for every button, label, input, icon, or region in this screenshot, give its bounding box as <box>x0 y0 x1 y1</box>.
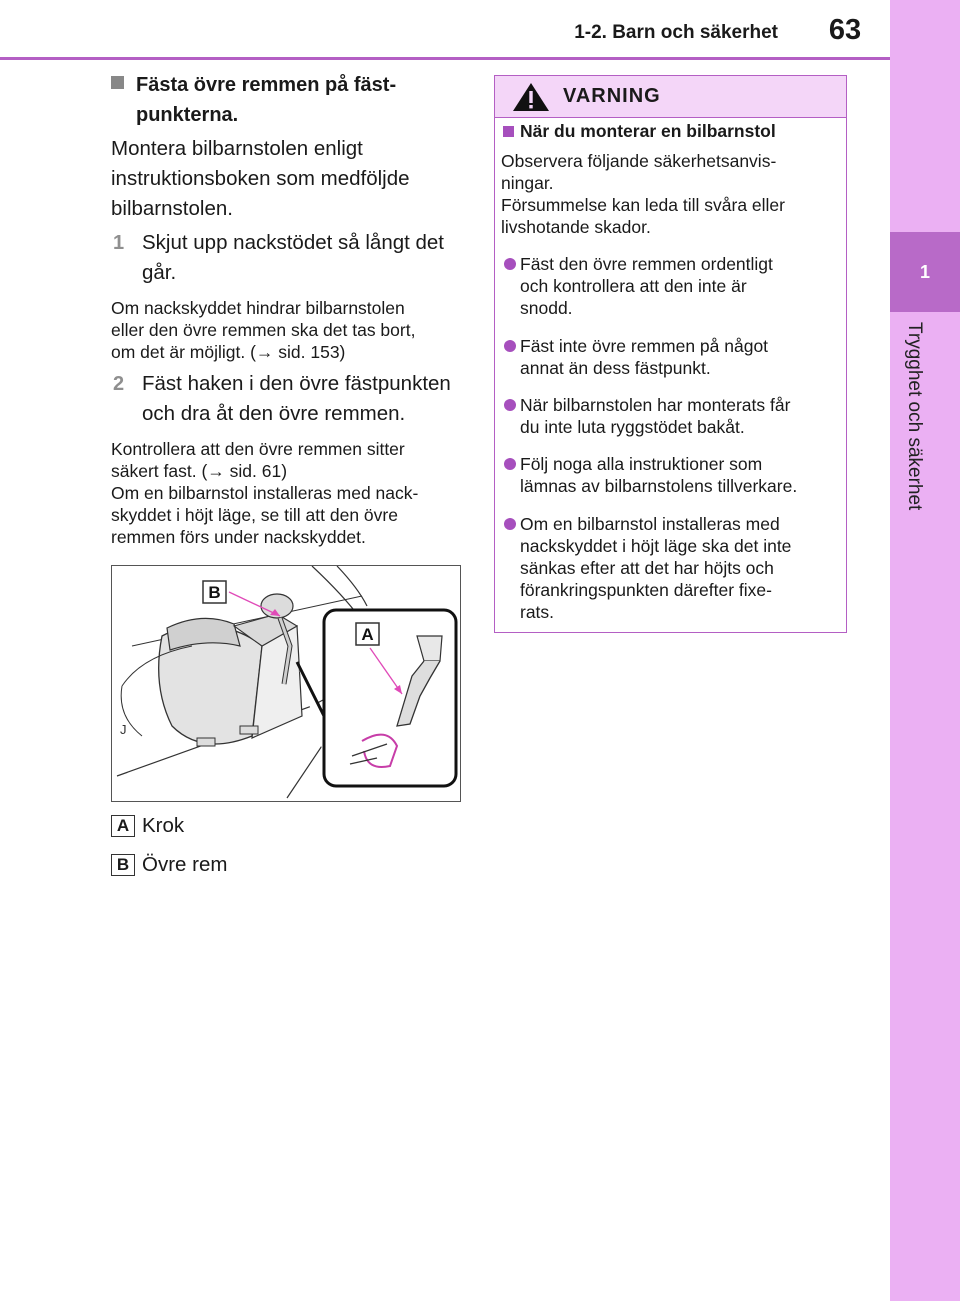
item-line: förankringspunkten därefter fixe- <box>520 580 772 600</box>
item-line: Fäst inte övre remmen på något <box>520 336 769 356</box>
item-line: När bilbarnstolen har monterats får <box>520 395 791 415</box>
item-line: lämnas av bilbarnstolens tillverkare. <box>520 476 798 496</box>
note-line: Kontrollera att den övre remmen sitter <box>111 439 405 459</box>
section-title: 1-2. Barn och säkerhet <box>574 22 778 43</box>
legend-label-ovre-rem: Övre rem <box>142 853 228 876</box>
chapter-tab[interactable] <box>890 232 960 312</box>
subheading: Fästa övre remmen på fäst-punkterna. <box>136 74 397 126</box>
warning-item <box>520 513 838 623</box>
note-line: Om nackskyddet hindrar bilbarnstolen <box>111 298 405 318</box>
intro-paragraph: Montera bilbarnstolen enligt instruktionsboken som medföljde bilbarnstolen. <box>111 137 410 220</box>
warning-subheading: När du monterar en bilbarnstol <box>520 121 776 141</box>
item-line: rats. <box>520 602 555 622</box>
note-line: eller den övre remmen ska det tas bort, <box>111 320 416 340</box>
warning-triangle-icon <box>512 82 550 112</box>
item-line: Fäst den övre remmen ordentligt <box>520 254 773 274</box>
legend-key-label: B <box>116 855 130 874</box>
warning-item <box>520 335 838 379</box>
warning-item <box>520 394 838 438</box>
item-line: du inte luta ryggstödet bakåt. <box>520 417 745 437</box>
intro-line: Försummelse kan leda till svåra eller <box>501 195 785 215</box>
step-text: Skjut upp nackstödet så långt det går. <box>142 231 445 284</box>
bullet-dot-icon <box>504 458 516 470</box>
item-line: Följ noga alla instruktioner som <box>520 454 763 474</box>
warning-title: VARNING <box>563 85 661 107</box>
bullet-dot-icon <box>504 518 516 530</box>
warning-box <box>494 75 847 633</box>
chapter-side-strip <box>890 0 960 1301</box>
bullet-dot-icon <box>504 258 516 270</box>
figure-side-mark: J <box>120 722 127 737</box>
warning-item <box>520 453 838 497</box>
item-line: och kontrollera att den inte är <box>520 276 747 296</box>
warning-item <box>520 253 838 319</box>
child-seat-illustration <box>111 565 461 802</box>
note-line: remmen förs under nackskyddet. <box>111 527 366 547</box>
child-seat-drawing <box>112 566 460 801</box>
step-number: 2 <box>113 373 125 395</box>
callout-a-label: A <box>361 625 374 644</box>
legend-key-b <box>111 854 135 876</box>
note-line: skyddet i höjt läge, se till att den övre <box>111 505 398 525</box>
square-bullet-icon <box>503 126 514 137</box>
intro-line: Observera följande säkerhetsanvis- <box>501 151 777 171</box>
item-line: sänkas efter att det har höjts och <box>520 558 774 578</box>
intro-line: livshotande skador. <box>501 217 651 237</box>
warning-intro <box>501 150 839 238</box>
chapter-label: Trygghet och säkerhet <box>904 322 925 511</box>
item-line: snodd. <box>520 298 573 318</box>
header-rule <box>0 57 890 60</box>
square-bullet-icon <box>111 76 124 89</box>
step-text: Fäst haken i den övre fästpunkten och dra åt den övre remmen. <box>142 372 451 425</box>
warning-header <box>495 76 846 118</box>
intro-line: ningar. <box>501 173 554 193</box>
step-number: 1 <box>113 232 125 254</box>
legend-key-label: A <box>116 816 130 835</box>
item-line: annat än dess fästpunkt. <box>520 358 711 378</box>
item-line: nackskyddet i höjt läge ska det inte <box>520 536 792 556</box>
chapter-number: 1 <box>919 261 930 282</box>
legend-key-a <box>111 815 135 837</box>
bullet-dot-icon <box>504 399 516 411</box>
note-line: säkert fast. (→ sid. 61) <box>111 461 288 481</box>
bullet-dot-icon <box>504 340 516 352</box>
note-line: om det är möjligt. (→ sid. 153) <box>111 342 346 362</box>
legend-label-krok: Krok <box>142 814 185 837</box>
step-note <box>111 297 471 363</box>
note-line: Om en bilbarnstol installeras med nack- <box>111 483 419 503</box>
item-line: Om en bilbarnstol installeras med <box>520 514 780 534</box>
callout-b-label: B <box>208 583 221 602</box>
step-note <box>111 438 471 548</box>
page-number: 63 <box>828 14 862 46</box>
